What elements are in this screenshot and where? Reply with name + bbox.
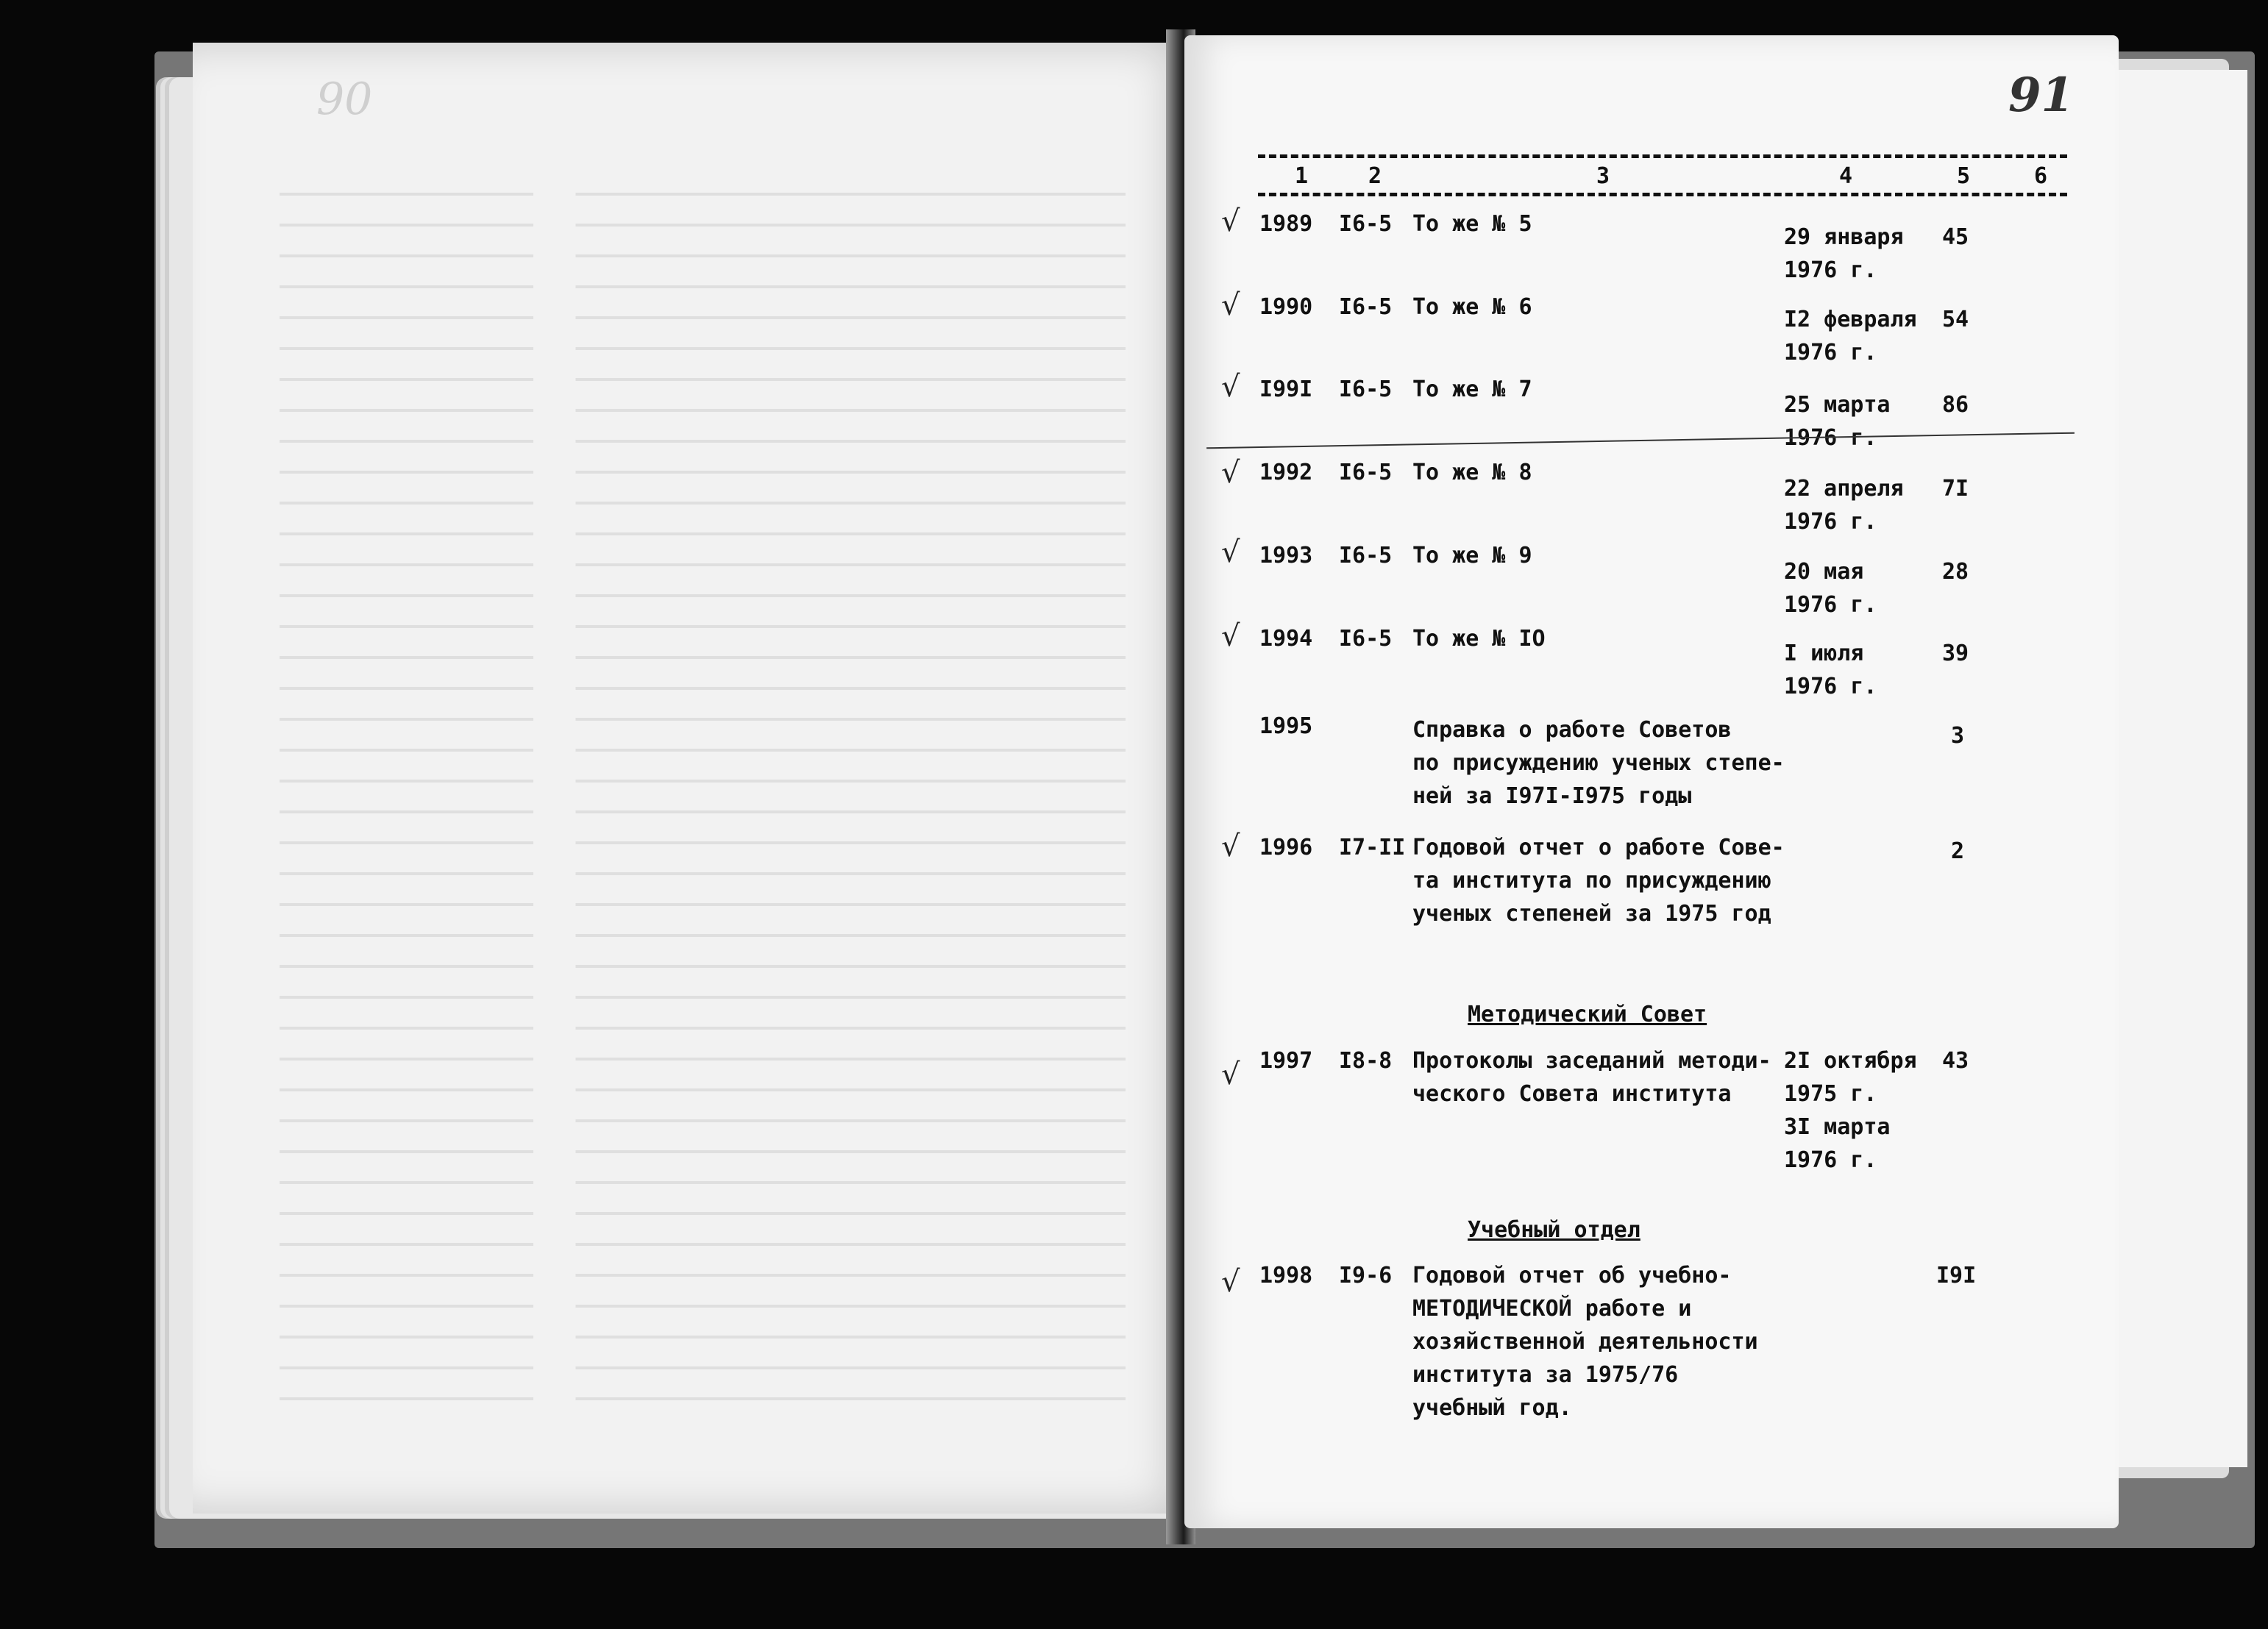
row-title: То же № 5 bbox=[1412, 211, 1532, 237]
row-code: I6-5 bbox=[1339, 626, 1393, 652]
header-col-3: 3 bbox=[1596, 163, 1610, 189]
row-qty: 43 bbox=[1942, 1048, 1969, 1074]
checkmark-icon: √ bbox=[1221, 288, 1240, 322]
checkmark-icon: √ bbox=[1221, 204, 1240, 238]
row-code: I6-5 bbox=[1339, 543, 1393, 568]
row-number: 1995 bbox=[1259, 713, 1313, 739]
section-title-methodical: Методический Совет bbox=[1468, 1002, 1707, 1027]
row-number: I99I bbox=[1259, 377, 1313, 402]
section-title-academic: Учебный отдел bbox=[1468, 1217, 1640, 1243]
row-qty: 28 bbox=[1942, 559, 1969, 585]
row-code: I9-6 bbox=[1339, 1263, 1393, 1288]
row-title: Справка о работе Советов по присуждению ученых степе- ней за I97I-I975 годы bbox=[1412, 717, 1785, 809]
row-code: I6-5 bbox=[1339, 294, 1393, 320]
row-number: 1997 bbox=[1259, 1048, 1313, 1074]
row-code: I6-5 bbox=[1339, 211, 1393, 237]
row-date: 29 января 1976 г. bbox=[1784, 224, 1904, 283]
row-number: 1993 bbox=[1259, 543, 1313, 568]
checkmark-icon: √ bbox=[1221, 830, 1240, 863]
row-title: То же № 6 bbox=[1412, 294, 1532, 320]
row-date: 2I октября 1975 г. 3I марта 1976 г. bbox=[1784, 1048, 1917, 1173]
checkmark-icon: √ bbox=[1221, 535, 1240, 569]
row-qty: 2 bbox=[1951, 838, 1965, 864]
row-title: Протоколы заседаний методи- ческого Совета института bbox=[1412, 1048, 1771, 1107]
header-col-4: 4 bbox=[1839, 163, 1853, 189]
row-code: I8-8 bbox=[1339, 1048, 1393, 1074]
row-code: I6-5 bbox=[1339, 460, 1393, 485]
row-number: 1989 bbox=[1259, 211, 1313, 237]
header-col-6: 6 bbox=[2034, 163, 2048, 189]
header-col-1: 1 bbox=[1295, 163, 1309, 189]
checkmark-icon: √ bbox=[1221, 619, 1240, 653]
row-title: То же № 8 bbox=[1412, 460, 1532, 485]
row-date: I июля 1976 г. bbox=[1784, 641, 1877, 699]
row-date: 22 апреля 1976 г. bbox=[1784, 476, 1904, 535]
folio-number: 91 bbox=[2008, 68, 2075, 123]
row-date: I2 февраля 1976 г. bbox=[1784, 307, 1917, 366]
row-qty: I9I bbox=[1936, 1263, 1977, 1288]
header-rule-top bbox=[1258, 154, 2067, 158]
row-title: То же № 7 bbox=[1412, 377, 1532, 402]
row-number: 1992 bbox=[1259, 460, 1313, 485]
checkmark-icon: √ bbox=[1221, 456, 1240, 490]
row-qty: 3 bbox=[1951, 723, 1965, 749]
row-title: Годовой отчет об учебно- МЕТОДИЧЕСКОЙ работе и хозяйственной деятельности института за 1975/76 учебный год. bbox=[1412, 1263, 1758, 1421]
checkmark-icon: √ bbox=[1221, 1058, 1240, 1091]
row-title: Годовой отчет о работе Сове- та института по присуждению ученых степеней за 1975 год bbox=[1412, 835, 1785, 927]
row-number: 1998 bbox=[1259, 1263, 1313, 1288]
row-qty: 39 bbox=[1942, 641, 1969, 666]
row-title: То же № IO bbox=[1412, 626, 1546, 652]
checkmark-icon: √ bbox=[1221, 1265, 1240, 1299]
row-code: I6-5 bbox=[1339, 377, 1393, 402]
row-qty: 54 bbox=[1942, 307, 1969, 332]
row-date: 20 мая 1976 г. bbox=[1784, 559, 1877, 618]
row-number: 1994 bbox=[1259, 626, 1313, 652]
row-title: То же № 9 bbox=[1412, 543, 1532, 568]
header-col-2: 2 bbox=[1368, 163, 1382, 189]
row-qty: 45 bbox=[1942, 224, 1969, 250]
header-rule-bottom bbox=[1258, 193, 2067, 196]
left-page-show-through bbox=[280, 177, 1126, 1427]
row-number: 1990 bbox=[1259, 294, 1313, 320]
row-code: I7-II bbox=[1339, 835, 1406, 860]
left-folio-number: 90 bbox=[316, 74, 373, 125]
checkmark-icon: √ bbox=[1221, 370, 1240, 404]
right-page-edge bbox=[2119, 70, 2247, 1467]
row-date: 25 марта 1976 г. bbox=[1784, 392, 1891, 451]
row-number: 1996 bbox=[1259, 835, 1313, 860]
row-qty: 7I bbox=[1942, 476, 1969, 502]
row-qty: 86 bbox=[1942, 392, 1969, 418]
header-col-5: 5 bbox=[1957, 163, 1971, 189]
